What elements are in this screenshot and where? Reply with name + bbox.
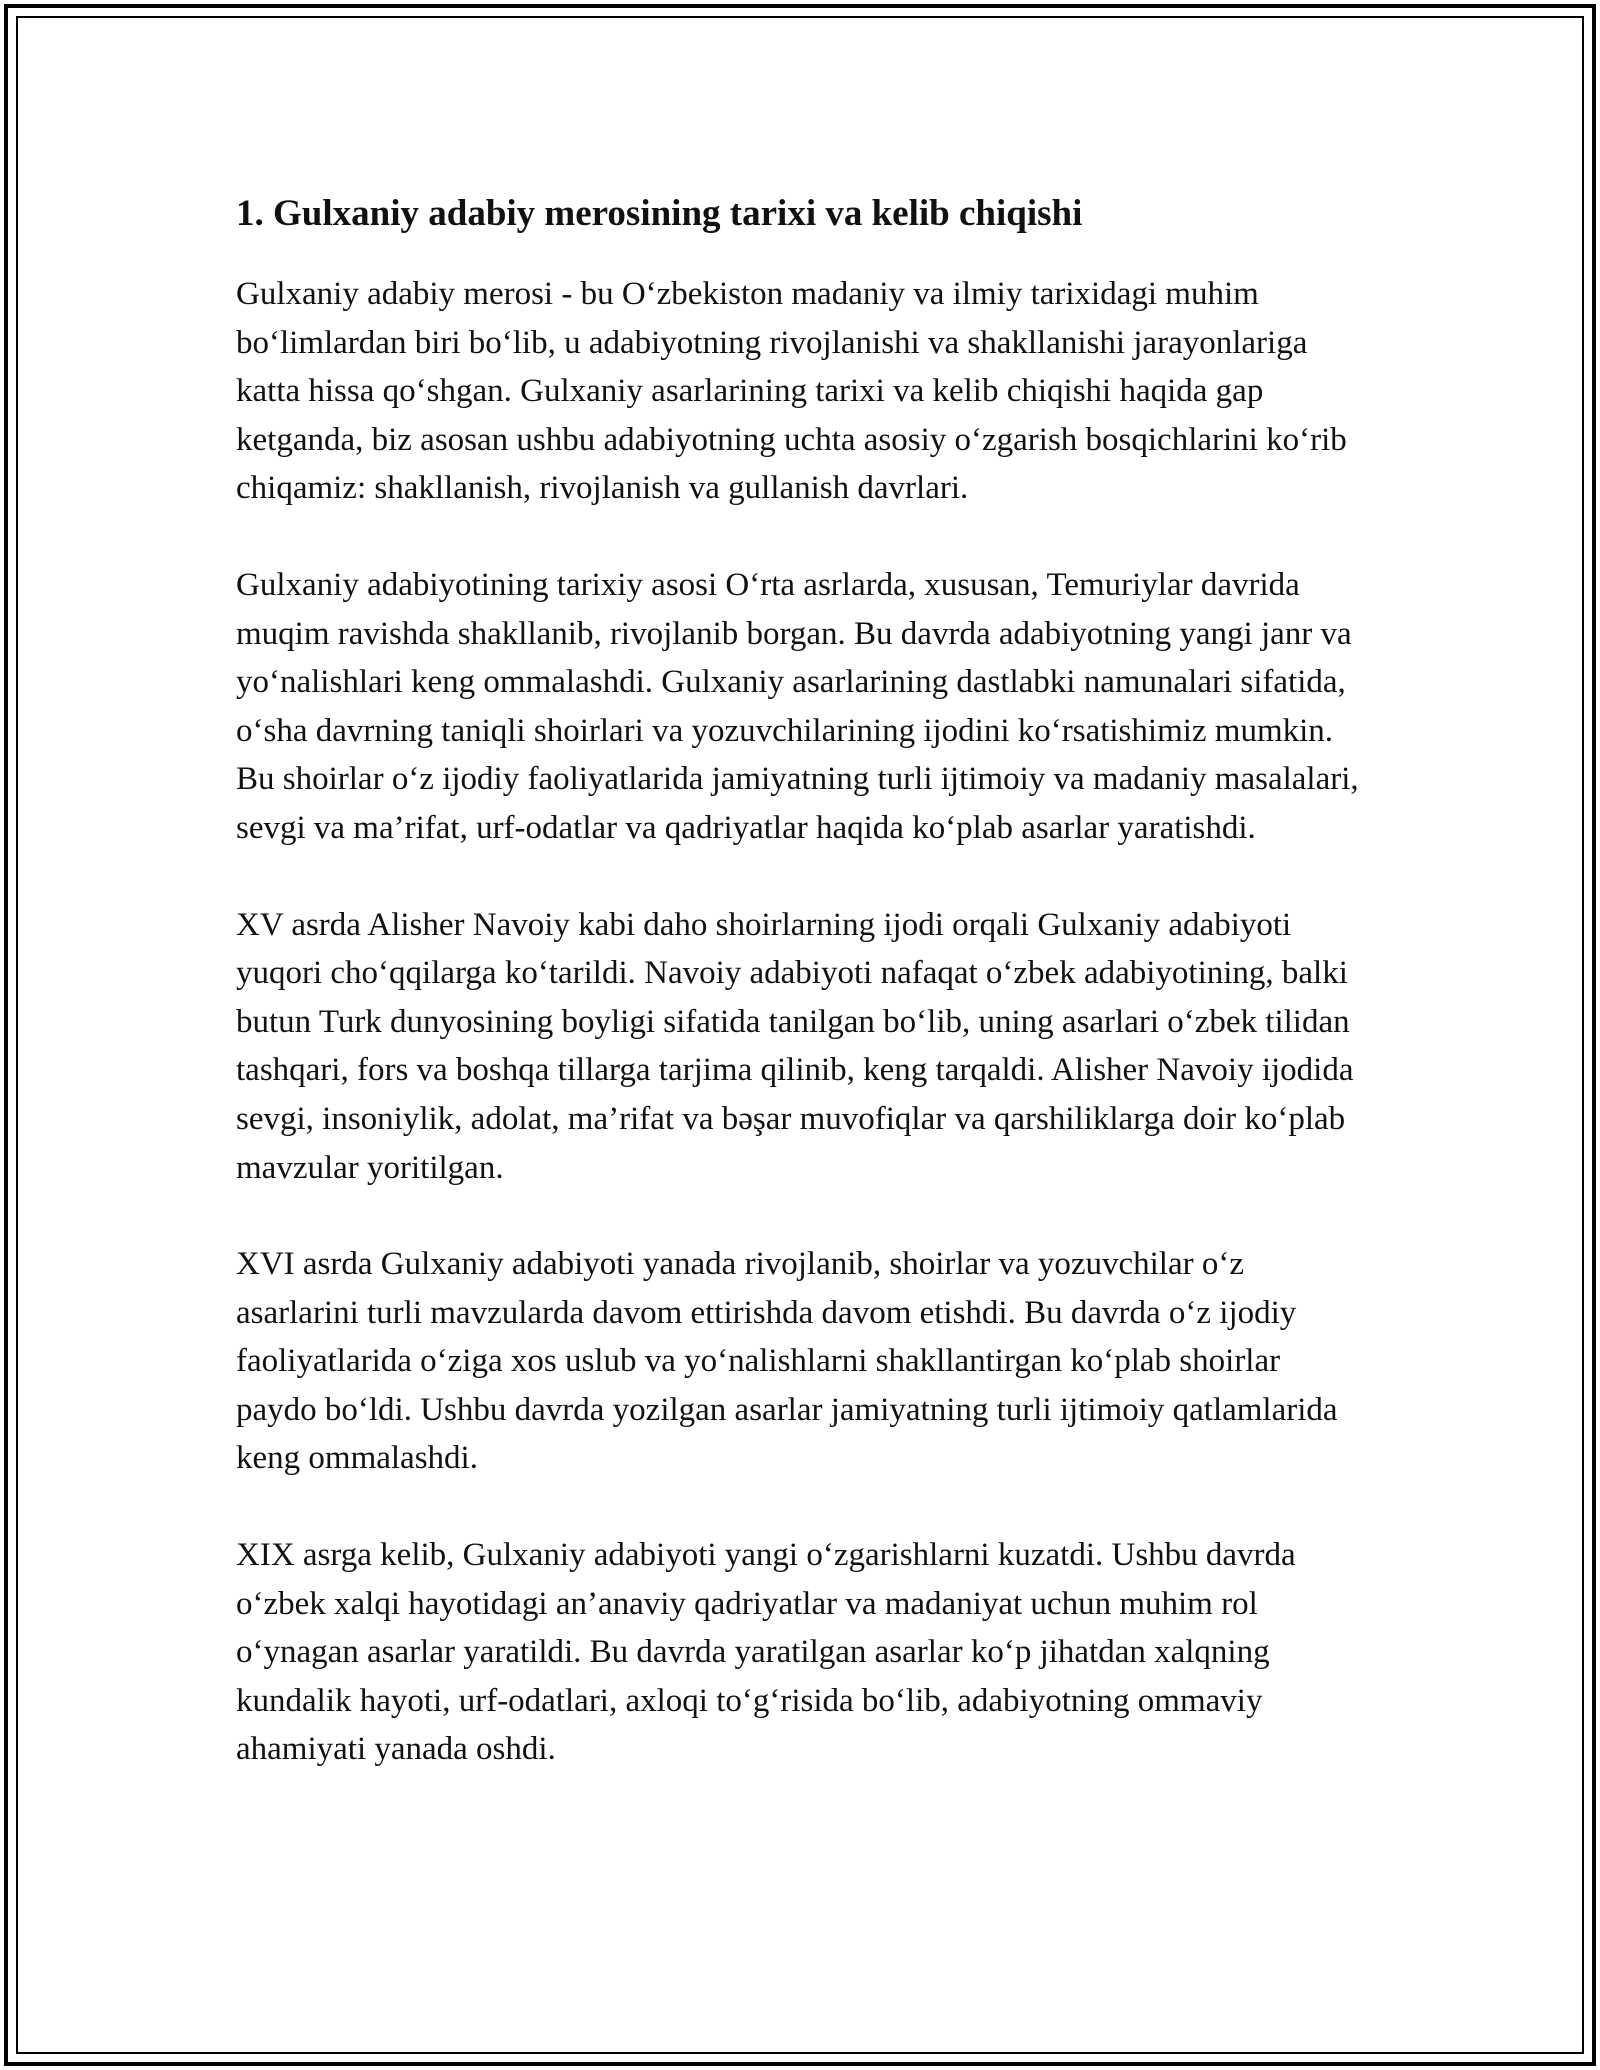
paragraph-2: Gulxaniy adabiyotining tarixiy asosi O‘rta asrlarda, xususan, Temuriylar davrida muqim ravishda shakllanib, rivojlanib borgan. Bu davrda adabiyotning yangi janr va yo‘nalishlari keng ommalashdi. Gulxaniy asarlarining dastlabki namunalari sifatida, o‘sha davrning taniqli shoirlari va yozuvchilarining ijodini ko‘rsatishimiz mumkin. Bu shoirlar o‘z ijodiy faoliyatlarida jamiyatning turli ijtimoiy va madaniy masalalari, sevgi va ma’rifat, urf-odatlar va qadriyatlar haqida ko‘plab asarlar yaratishdi. [236,566,1359,846]
section-heading: 1. Gulxaniy adabiy merosining tarixi va kelib chiqishi [236,193,1083,234]
paragraph-1: Gulxaniy adabiy merosi - bu O‘zbekiston madaniy va ilmiy tarixidagi muhim bo‘limlardan biri bo‘lib, u adabiyotning rivojlanishi va shakllanishi jarayonlariga katta hissa qo‘shgan. Gulxaniy asarlarining tarixi va kelib chiqishi haqida gap ketganda, biz asosan ushbu adabiyotning uchta asosiy o‘zgarish bosqichlarini ko‘rib chiqamiz: shakllanish, rivojlanish va gullanish davrlari. [236,276,1347,507]
paragraph-4: XVI asrda Gulxaniy adabiyoti yanada rivojlanib, shoirlar va yozuvchilar o‘z asarlarini turli mavzularda davom ettirishda davom etishdi. Bu davrda o‘z ijodiy faoliyatlarida o‘ziga xos uslub va yo‘nalishlarni shakllantirgan ko‘plab shoirlar paydo bo‘ldi. Ushbu davrda yozilgan asarlar jamiyatning turli ijtimoiy qatlamlarida keng ommalashdi. [236,1246,1338,1477]
paragraph-5: XIX asrga kelib, Gulxaniy adabiyoti yangi o‘zgarishlarni kuzatdi. Ushbu davrda o‘zbek xalqi hayotidagi an’anaviy qadriyatlar va madaniyat uchun muhim rol o‘ynagan asarlar yaratildi. Bu davrda yaratilgan asarlar ko‘p jihatdan xalqning kundalik hayoti, urf-odatlari, axloqi to‘g‘risida bo‘lib, adabiyotning ommaviy ahamiyati yanada oshdi. [236,1537,1296,1768]
document-body [236,186,1366,1822]
paragraph-3: XV asrda Alisher Navoiy kabi daho shoirlarning ijodi orqali Gulxaniy adabiyoti yuqori cho‘qqilarga ko‘tarildi. Navoiy adabiyoti nafaqat o‘zbek adabiyotining, balki butun Turk dunyosining boyligi sifatida tanilgan bo‘lib, uning asarlari o‘zbek tilidan tashqari, fors va boshqa tillarga tarjima qilinib, keng tarqaldi. Alisher Navoiy ijodida sevgi, insoniylik, adolat, ma’rifat va bəşar muvofiqlar va qarshiliklarga doir ko‘plab mavzular yoritilgan. [236,906,1354,1186]
